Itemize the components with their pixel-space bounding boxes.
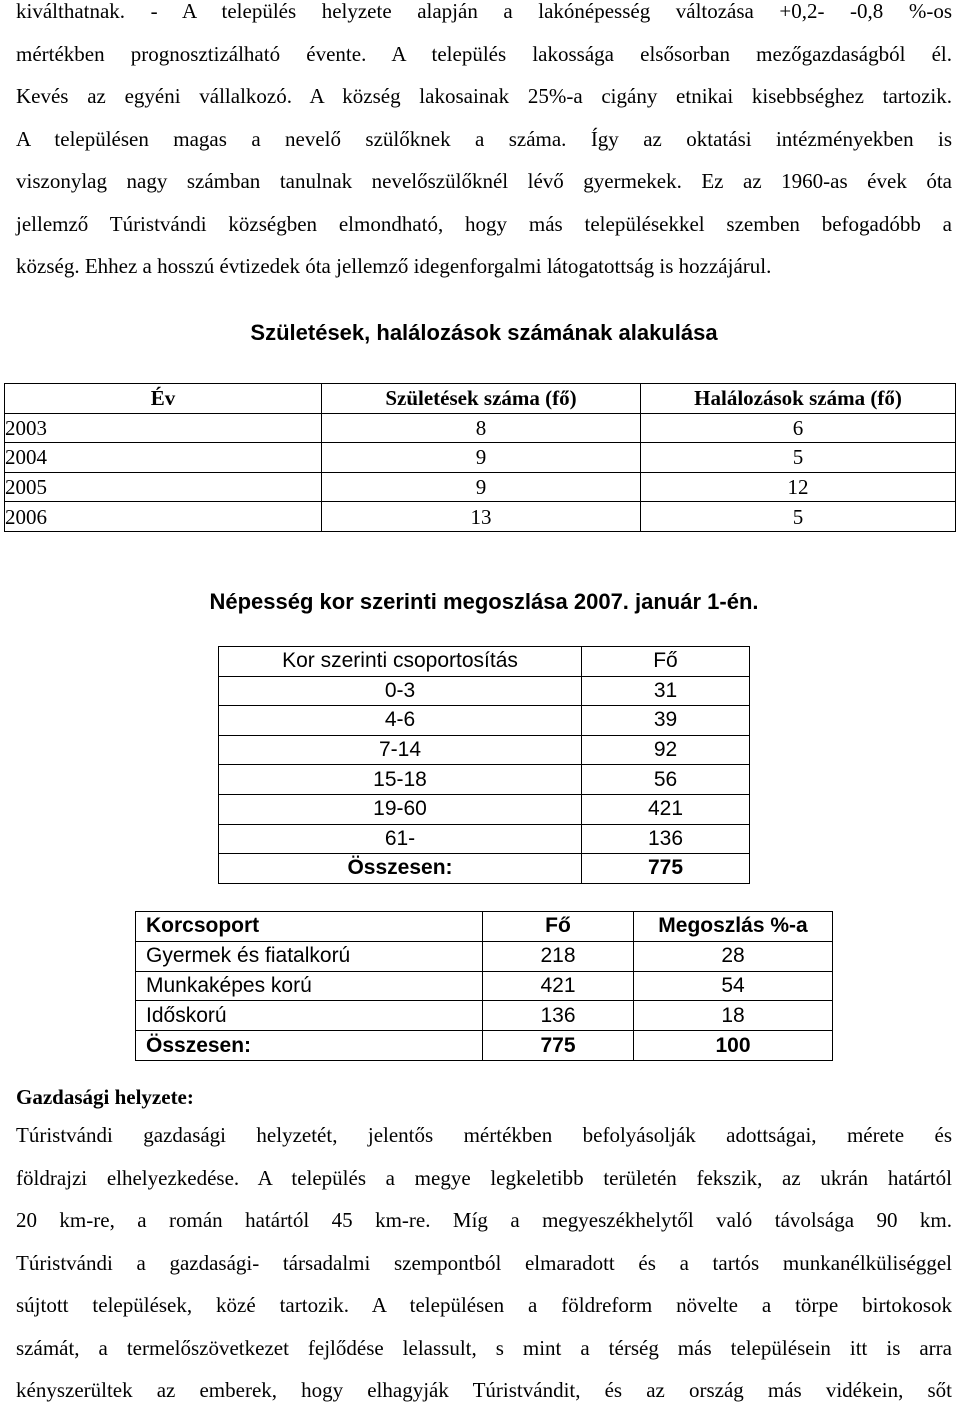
cell-count: 31 [582,676,750,706]
cell-year: 2005 [5,472,322,502]
cell-share: 18 [634,1001,833,1031]
cell-year: 2004 [5,443,322,473]
table-total-row [219,854,750,884]
cell-count: 421 [582,794,750,824]
births-deaths-table [4,383,956,532]
cell-count: 92 [582,735,750,765]
text-line: A településen magas a nevelő szülőknek a száma. Így az oktatási intézményekben is [16,126,952,151]
table-row [136,941,833,971]
text-line: Kevés az egyéni vállalkozó. A község lakosainak 25%-a cigány etnikai kisebbséghez tartozik. [16,84,952,108]
table-row [219,735,750,765]
header-deaths: Halálozások száma (fő) [641,384,956,414]
text-line: viszonylag nagy számban tanulnak nevelőszülőknél lévő gyermekek. Ez az 1960-as évek óta [16,169,952,193]
cell-year: 2006 [5,502,322,532]
table-row [136,1001,833,1031]
table-row [5,413,956,443]
table-row [5,472,956,502]
text-line: község. Ehhez a hosszú évtizedek óta jellemző idegenforgalmi látogatottság is hozzájárul. [16,254,772,278]
cell-share: 28 [634,941,833,971]
age-table-title: Népesség kor szerinti megoszlása 2007. január 1-én. [209,589,759,614]
cell-births: 13 [322,502,641,532]
cell-age-range: 7-14 [219,735,582,765]
cell-count: 136 [582,824,750,854]
cell-age-range: 61- [219,824,582,854]
header-age-group: Kor szerinti csoportosítás [219,647,582,677]
table-row [219,706,750,736]
cell-total-label: Összesen: [219,854,582,884]
table-row [219,765,750,795]
header-year: Év [5,384,322,414]
text-line: kiválthatnak. - A település helyzete alapján a lakónépesség változása +0,2- -0,8 %-os [16,0,952,23]
cell-count: 218 [483,941,634,971]
cell-deaths: 5 [641,502,956,532]
cell-deaths: 12 [641,472,956,502]
cell-total-label: Összesen: [136,1031,483,1061]
age-group-summary-table [135,911,833,1061]
cell-age-range: 0-3 [219,676,582,706]
births-table-title: Születések, halálozások számának alakulása [250,320,718,345]
cell-share: 54 [634,971,833,1001]
table-header-row [5,384,956,414]
table-row [219,794,750,824]
table-row [5,502,956,532]
text-line: kényszerültek az emberek, hogy elhagyják Túristvándit, és az ország más vidékein, sőt [16,1378,952,1402]
cell-group: Gyermek és fiatalkorú [136,941,483,971]
text-line: jellemző Túristvándi községben elmondható, hogy más településekkel szemben befogadóbb a [16,211,952,236]
intro-paragraph [16,0,952,288]
cell-deaths: 5 [641,443,956,473]
table-total-row [136,1031,833,1061]
text-line: Túristvándi a gazdasági- társadalmi szempontból elmaradott és a tartós munkanélküliséggel [16,1250,952,1275]
cell-count: 421 [483,971,634,1001]
text-line: sújtott települések, közé tartozik. A településen a földreform növelte a törpe birtokosok [16,1293,952,1317]
cell-age-range: 4-6 [219,706,582,736]
text-line: 20 km-re, a román határtól 45 km-re. Míg a megyeszékhelytől való távolsága 90 km. [16,1208,952,1232]
cell-deaths: 6 [641,413,956,443]
text-line: számát, a termelőszövetkezet fejlődése lelassult, s mint a térség más településein itt is arra [16,1335,952,1360]
table-header-row [136,912,833,942]
table-row [219,824,750,854]
text-line: mértékben prognosztizálható évente. A település lakossága elsősorban mezőgazdaságból él. [16,41,952,66]
header-count: Fő [483,912,634,942]
cell-year: 2003 [5,413,322,443]
cell-births: 9 [322,472,641,502]
cell-total-value: 775 [582,854,750,884]
cell-count: 39 [582,706,750,736]
header-count: Fő [582,647,750,677]
text-line: Túristvándi gazdasági helyzetét, jelentős mértékben befolyásolják adottságai, mérete és [16,1123,952,1147]
cell-count: 56 [582,765,750,795]
cell-births: 8 [322,413,641,443]
economy-paragraph [16,1114,952,1412]
cell-age-range: 19-60 [219,794,582,824]
table-row [136,971,833,1001]
text-line: földrajzi elhelyezkedése. A település a megye legkeletibb területén fekszik, az ukrán határtól [16,1165,952,1190]
header-group: Korcsoport [136,912,483,942]
cell-age-range: 15-18 [219,765,582,795]
header-births: Születések száma (fő) [322,384,641,414]
cell-count: 136 [483,1001,634,1031]
cell-group: Időskorú [136,1001,483,1031]
cell-group: Munkaképes korú [136,971,483,1001]
cell-total-count: 775 [483,1031,634,1061]
age-distribution-table [218,646,750,884]
table-row [5,443,956,473]
header-share: Megoszlás %-a [634,912,833,942]
table-row [219,676,750,706]
table-header-row [219,647,750,677]
cell-total-share: 100 [634,1031,833,1061]
economy-heading: Gazdasági helyzete: [16,1085,194,1109]
cell-births: 9 [322,443,641,473]
